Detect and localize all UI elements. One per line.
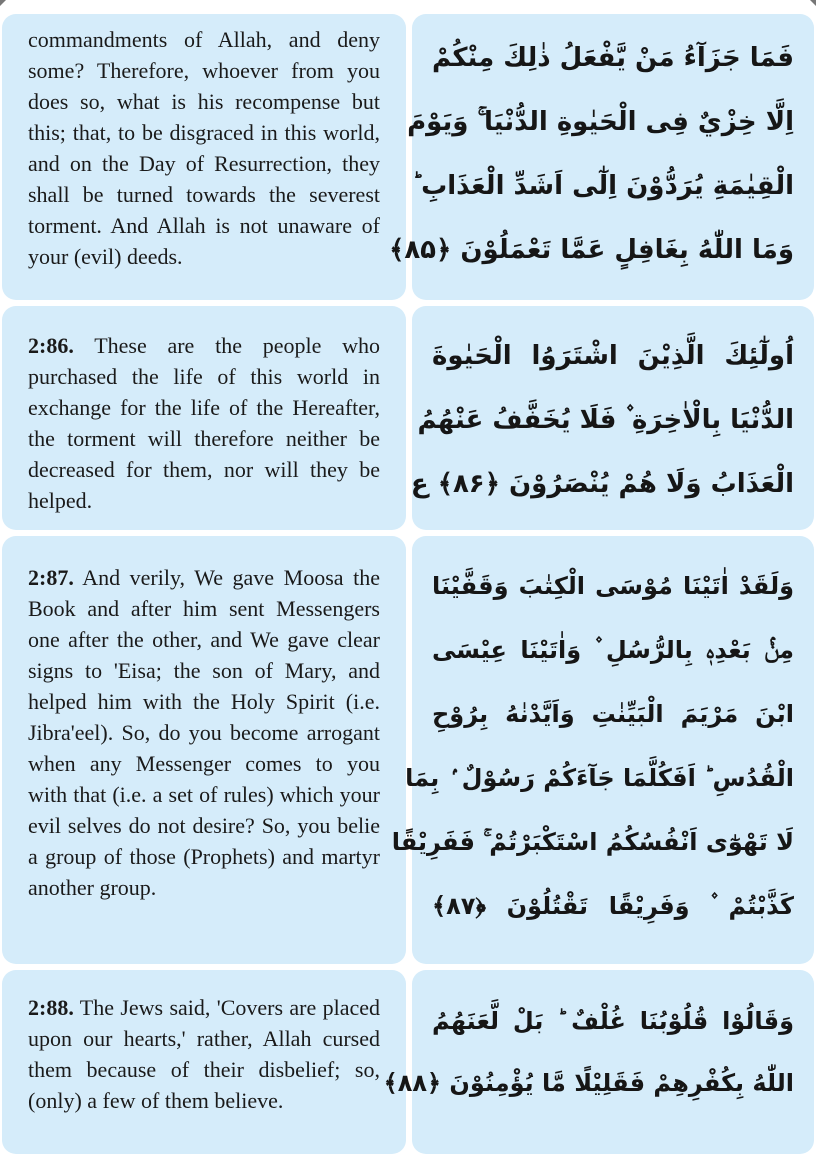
corner-mark-right	[810, 0, 816, 6]
arabic-line: فَمَا جَزَآءُ مَنْ يَّفْعَلُ ذٰلِكَ مِنْكُمْ	[432, 43, 794, 73]
verse-translation: And verily, We gave Moosa the Book and after him sent Messengers one after the other, and We gave clear signs to 'Eisa; the son of Mary, and helped him with the Holy Spirit (i.e. Jibra'eel). So, do you become arrogant when any Messenger comes to you with that (i.e. a set of rules) which your evil selves do not desire? So, you belie a group of those (Prophets) and martyr another group.	[28, 565, 380, 900]
verse-translation: These are the people who purchased the life of this world in exchange for the life of the Hereafter, the torment will therefore neither be decreased for them, nor will they be helped.	[28, 333, 380, 513]
arabic-line: لَا تَهْوٰٓى اَنْفُسُكُمُ اسْتَكْبَرْتُمْ ۚ فَفَرِيْقًا	[391, 828, 794, 856]
corner-mark-left	[0, 0, 6, 6]
arabic-line: اِلَّا خِزْيٌ فِى الْحَيٰوةِ الدُّنْيَا ۚ وَيَوْمَ	[407, 107, 794, 137]
arabic-line: كَذَّبْتُمْ ۫ وَفَرِيْقًا تَقْتُلُوْنَ ﴿۸۷﴾	[432, 892, 794, 920]
verse-85-translation-card	[2, 14, 406, 300]
verse-number: 2:88.	[28, 995, 74, 1020]
verse-86-translation-card	[2, 306, 406, 530]
arabic-line: الْقِيٰمَةِ يُرَدُّوْنَ اِلٰٓى اَشَدِّ الْعَذَابِ ؕ	[412, 171, 794, 201]
verse-87-translation-card	[2, 536, 406, 964]
arabic-line: الْقُدُسِ ؕ اَفَكُلَّمَا جَآءَكُمْ رَسُوْلٌ ۢ بِمَا	[405, 764, 794, 792]
verse-85-arabic-card	[389, 14, 814, 300]
arabic-line: وَقَالُوْا قُلُوْبُنَا غُلْفٌ ؕ بَلْ لَّعَنَهُمُ	[432, 1007, 794, 1035]
verse-87-arabic-card	[391, 536, 814, 964]
verse-translation: commandments of Allah, and deny some? Therefore, whoever from you does so, what is his recompense but this; that, to be disgraced in this world, and on the Day of Resurrection, they shall be turned towards the severest torment. And Allah is not unaware of your (evil) deeds.	[28, 27, 380, 269]
verse-translation: The Jews said, 'Covers are placed upon our hearts,' rather, Allah cursed them because of their disbelief; so, (only) a few of them believe.	[28, 995, 380, 1113]
verse-number: 2:87.	[28, 565, 74, 590]
arabic-line: اُولٰٓئِكَ الَّذِيْنَ اشْتَرَوُا الْحَيٰوةَ	[432, 341, 794, 371]
verse-number: 2:86.	[28, 333, 74, 358]
arabic-line: الدُّنْيَا بِالْاٰخِرَةِ ۫ فَلَا يُخَفَّفُ عَنْهُمُ	[417, 405, 794, 435]
arabic-line: الْعَذَابُ وَلَا هُمْ يُنْصَرُوْنَ ﴿۸۶﴾ ع	[410, 469, 794, 499]
arabic-line: وَمَا اللّٰهُ بِغَافِلٍ عَمَّا تَعْمَلُوْنَ ﴿۸۵﴾	[389, 235, 794, 265]
verse-86-arabic-card	[412, 306, 814, 530]
arabic-line: ابْنَ مَرْيَمَ الْبَيِّنٰتِ وَاَيَّدْنٰهُ بِرُوْحِ	[432, 700, 794, 728]
arabic-line: وَلَقَدْ اٰتَيْنَا مُوْسَى الْكِتٰبَ وَقَفَّيْنَا	[432, 572, 794, 600]
arabic-line: مِنْۢ بَعْدِهٖ بِالرُّسُلِ ۫ وَاٰتَيْنَا عِيْسَى	[432, 636, 794, 664]
verse-88-translation-card	[2, 970, 406, 1154]
verse-88-arabic-card	[383, 970, 814, 1154]
arabic-line: اللّٰهُ بِكُفْرِهِمْ فَقَلِيْلًا مَّا يُؤْمِنُوْنَ ﴿۸۸﴾	[383, 1069, 794, 1097]
